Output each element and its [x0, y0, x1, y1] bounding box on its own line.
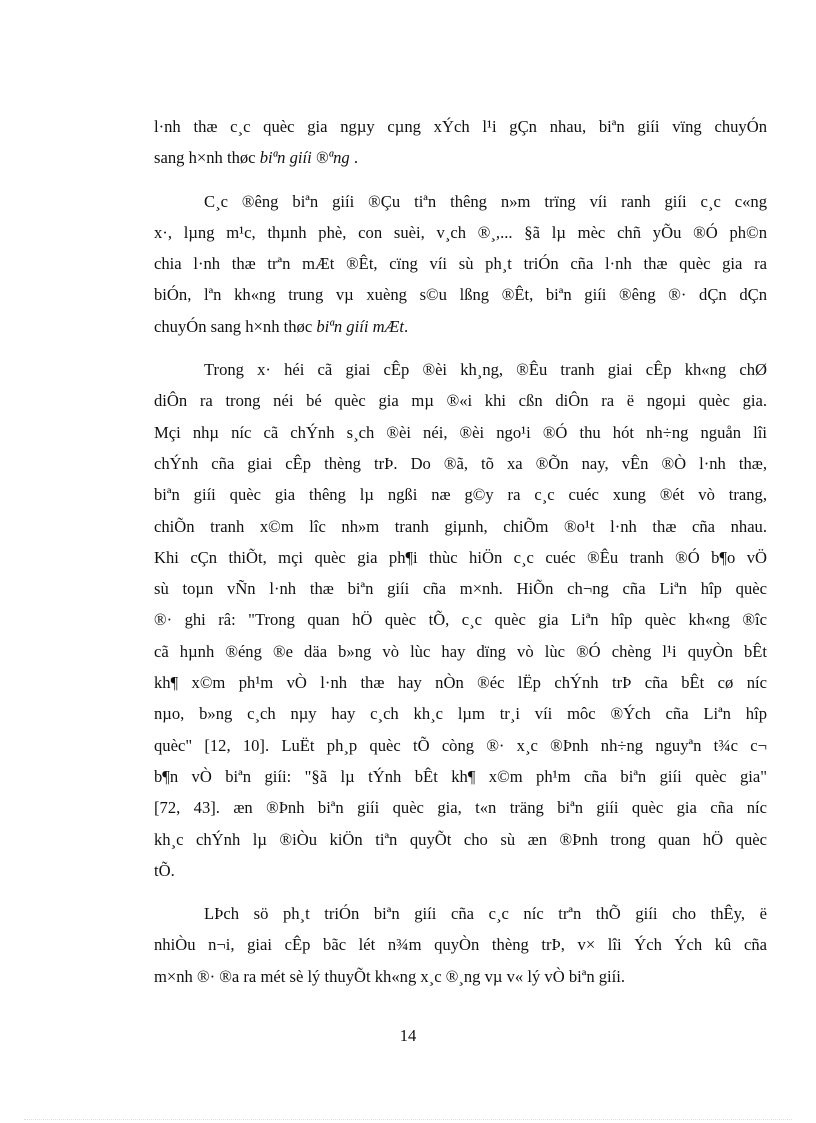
text-run: Trong x· héi cã giai cÊp ®èi kh¸ng, ®Êu tranh giai cÊp kh«ng chØ [204, 360, 767, 380]
text-line [154, 636, 767, 667]
text-run: . [349, 148, 358, 168]
text-run: Mçi nhµ níc cã chÝnh s¸ch ®èi néi, ®èi ngo¹i ®Ó thu hót nh÷ng nguån lîi [154, 422, 767, 442]
paragraph [154, 898, 767, 992]
text-run: kh¸c chÝnh lµ ®iÒu kiÖn tiªn quyÕt cho sù æn ®Þnh trong quan hÖ quèc [154, 829, 767, 849]
text-run: kh¶ x©m ph¹m vÒ l·nh thæ hay nÒn ®éc lËp chÝnh trÞ cña bÊt cø níc [154, 673, 767, 693]
text-run: chia l·nh thæ trªn mÆt ®Êt, cïng víi sù ph¸t triÓn cña l·nh thæ quèc gia ra [154, 254, 767, 274]
body-text [154, 111, 767, 992]
text-line [154, 961, 767, 992]
text-line [154, 604, 767, 635]
text-line [154, 824, 767, 855]
text-line [154, 385, 767, 416]
text-line [154, 573, 767, 604]
text-line [154, 186, 767, 217]
paragraph [154, 186, 767, 342]
text-line [154, 542, 767, 573]
text-run: chuyÓn sang h×nh thøc [154, 316, 317, 336]
text-run: biªn giíi quèc gia thêng lµ ngßi næ g©y ra c¸c cuéc xung ®ét vò trang, [154, 485, 767, 505]
paragraph [154, 111, 767, 174]
text-line [154, 248, 767, 279]
text-run: diÔn ra trong néi bé quèc gia mµ ®«i khi cßn diÔn ra ë ngoµi quèc gia. [154, 391, 767, 411]
text-run: sù toµn vÑn l·nh thæ biªn giíi cña m×nh. HiÕn ch¬ng cña Liªn hîp quèc [154, 579, 767, 599]
text-run: chiÕn tranh x©m lîc nh»m tranh giµnh, chiÕm ®o¹t l·nh thæ cña nhau. [154, 516, 767, 536]
text-run: Khi cÇn thiÕt, mçi quèc gia ph¶i thùc hiÖn c¸c cuéc ®Êu tranh ®Ó b¶o vÖ [154, 547, 767, 567]
text-run: quèc" [12, 10]. LuËt ph¸p quèc tÕ còng ®· x¸c ®Þnh nh÷ng nguyªn t¾c c¬ [154, 735, 767, 755]
italic-term: biªn giíi mÆt [316, 316, 404, 336]
text-run: cã hµnh ®éng ®e däa b»ng vò lùc hay dïng vò lùc ®Ó chèng l¹i quyÒn bÊt [154, 641, 767, 661]
text-run: LÞch sö ph¸t triÓn biªn giíi cña c¸c níc trªn thÕ giíi cho thÊy, ë [204, 904, 767, 924]
text-run: biÓn, lªn kh«ng trung vµ xuèng s©u lßng ®Êt, biªn giíi ®êng ®· dÇn dÇn [154, 285, 767, 305]
paragraph [154, 354, 767, 886]
text-line [154, 730, 767, 761]
text-line [154, 792, 767, 823]
text-line [154, 855, 767, 886]
page-number: 14 [399, 1026, 417, 1045]
text-run: sang h×nh thøc [154, 148, 260, 168]
text-run: nhiÒu n¬i, giai cÊp bãc lét n¾m quyÒn thèng trÞ, v× lîi Ých Ých kû cña [154, 935, 767, 955]
page-bottom-divider [24, 1119, 792, 1120]
text-run: b¶n vÒ biªn giíi: "§ã lµ tÝnh bÊt kh¶ x©m ph¹m cña biªn giíi quèc gia" [154, 766, 767, 786]
text-line [154, 448, 767, 479]
text-line [154, 142, 767, 173]
text-run: C¸c ®êng biªn giíi ®Çu tiªn thêng n»m trïng víi ranh giíi c¸c c«ng [204, 191, 767, 211]
text-line [154, 511, 767, 542]
text-run: ®· ghi râ: "Trong quan hÖ quèc tÕ, c¸c quèc gia Liªn hîp quèc kh«ng ®îc [154, 610, 767, 630]
text-line [154, 417, 767, 448]
text-line [154, 761, 767, 792]
text-run: tÕ. [154, 860, 175, 880]
text-run: [72, 43]. æn ®Þnh biªn giíi quèc gia, t«n träng biªn giíi quèc gia cña níc [154, 798, 767, 818]
text-line [154, 479, 767, 510]
text-line [154, 354, 767, 385]
text-line [154, 279, 767, 310]
text-run: x·, lµng m¹c, thµnh phè, con suèi, v¸ch ®¸,... §ã lµ mèc chñ yÕu ®Ó ph©n [154, 222, 767, 242]
text-line [154, 111, 767, 142]
text-run: chÝnh cña giai cÊp thèng trÞ. Do ®ã, tõ xa ®Õn nay, vÊn ®Ò l·nh thæ, [154, 453, 767, 473]
text-run: . [403, 316, 409, 336]
text-run: l·nh thæ c¸c quèc gia ngµy cµng xÝch l¹i gÇn nhau, biªn giíi vïng chuyÓn [154, 117, 767, 136]
italic-term: biªn giíi ®ªng [259, 148, 350, 168]
text-run: nµo, b»ng c¸ch nµy hay c¸ch kh¸c lµm tr¸i víi môc ®Ých cña Liªn hîp [154, 704, 767, 724]
text-line [154, 929, 767, 960]
text-line [154, 217, 767, 248]
text-line [154, 667, 767, 698]
text-line [154, 311, 767, 342]
text-line [154, 898, 767, 929]
text-line [154, 698, 767, 729]
text-run: m×nh ®· ®a ra mét sè lý thuyÕt kh«ng x¸c ®¸ng vµ v« lý vÒ biªn giíi. [154, 966, 626, 986]
